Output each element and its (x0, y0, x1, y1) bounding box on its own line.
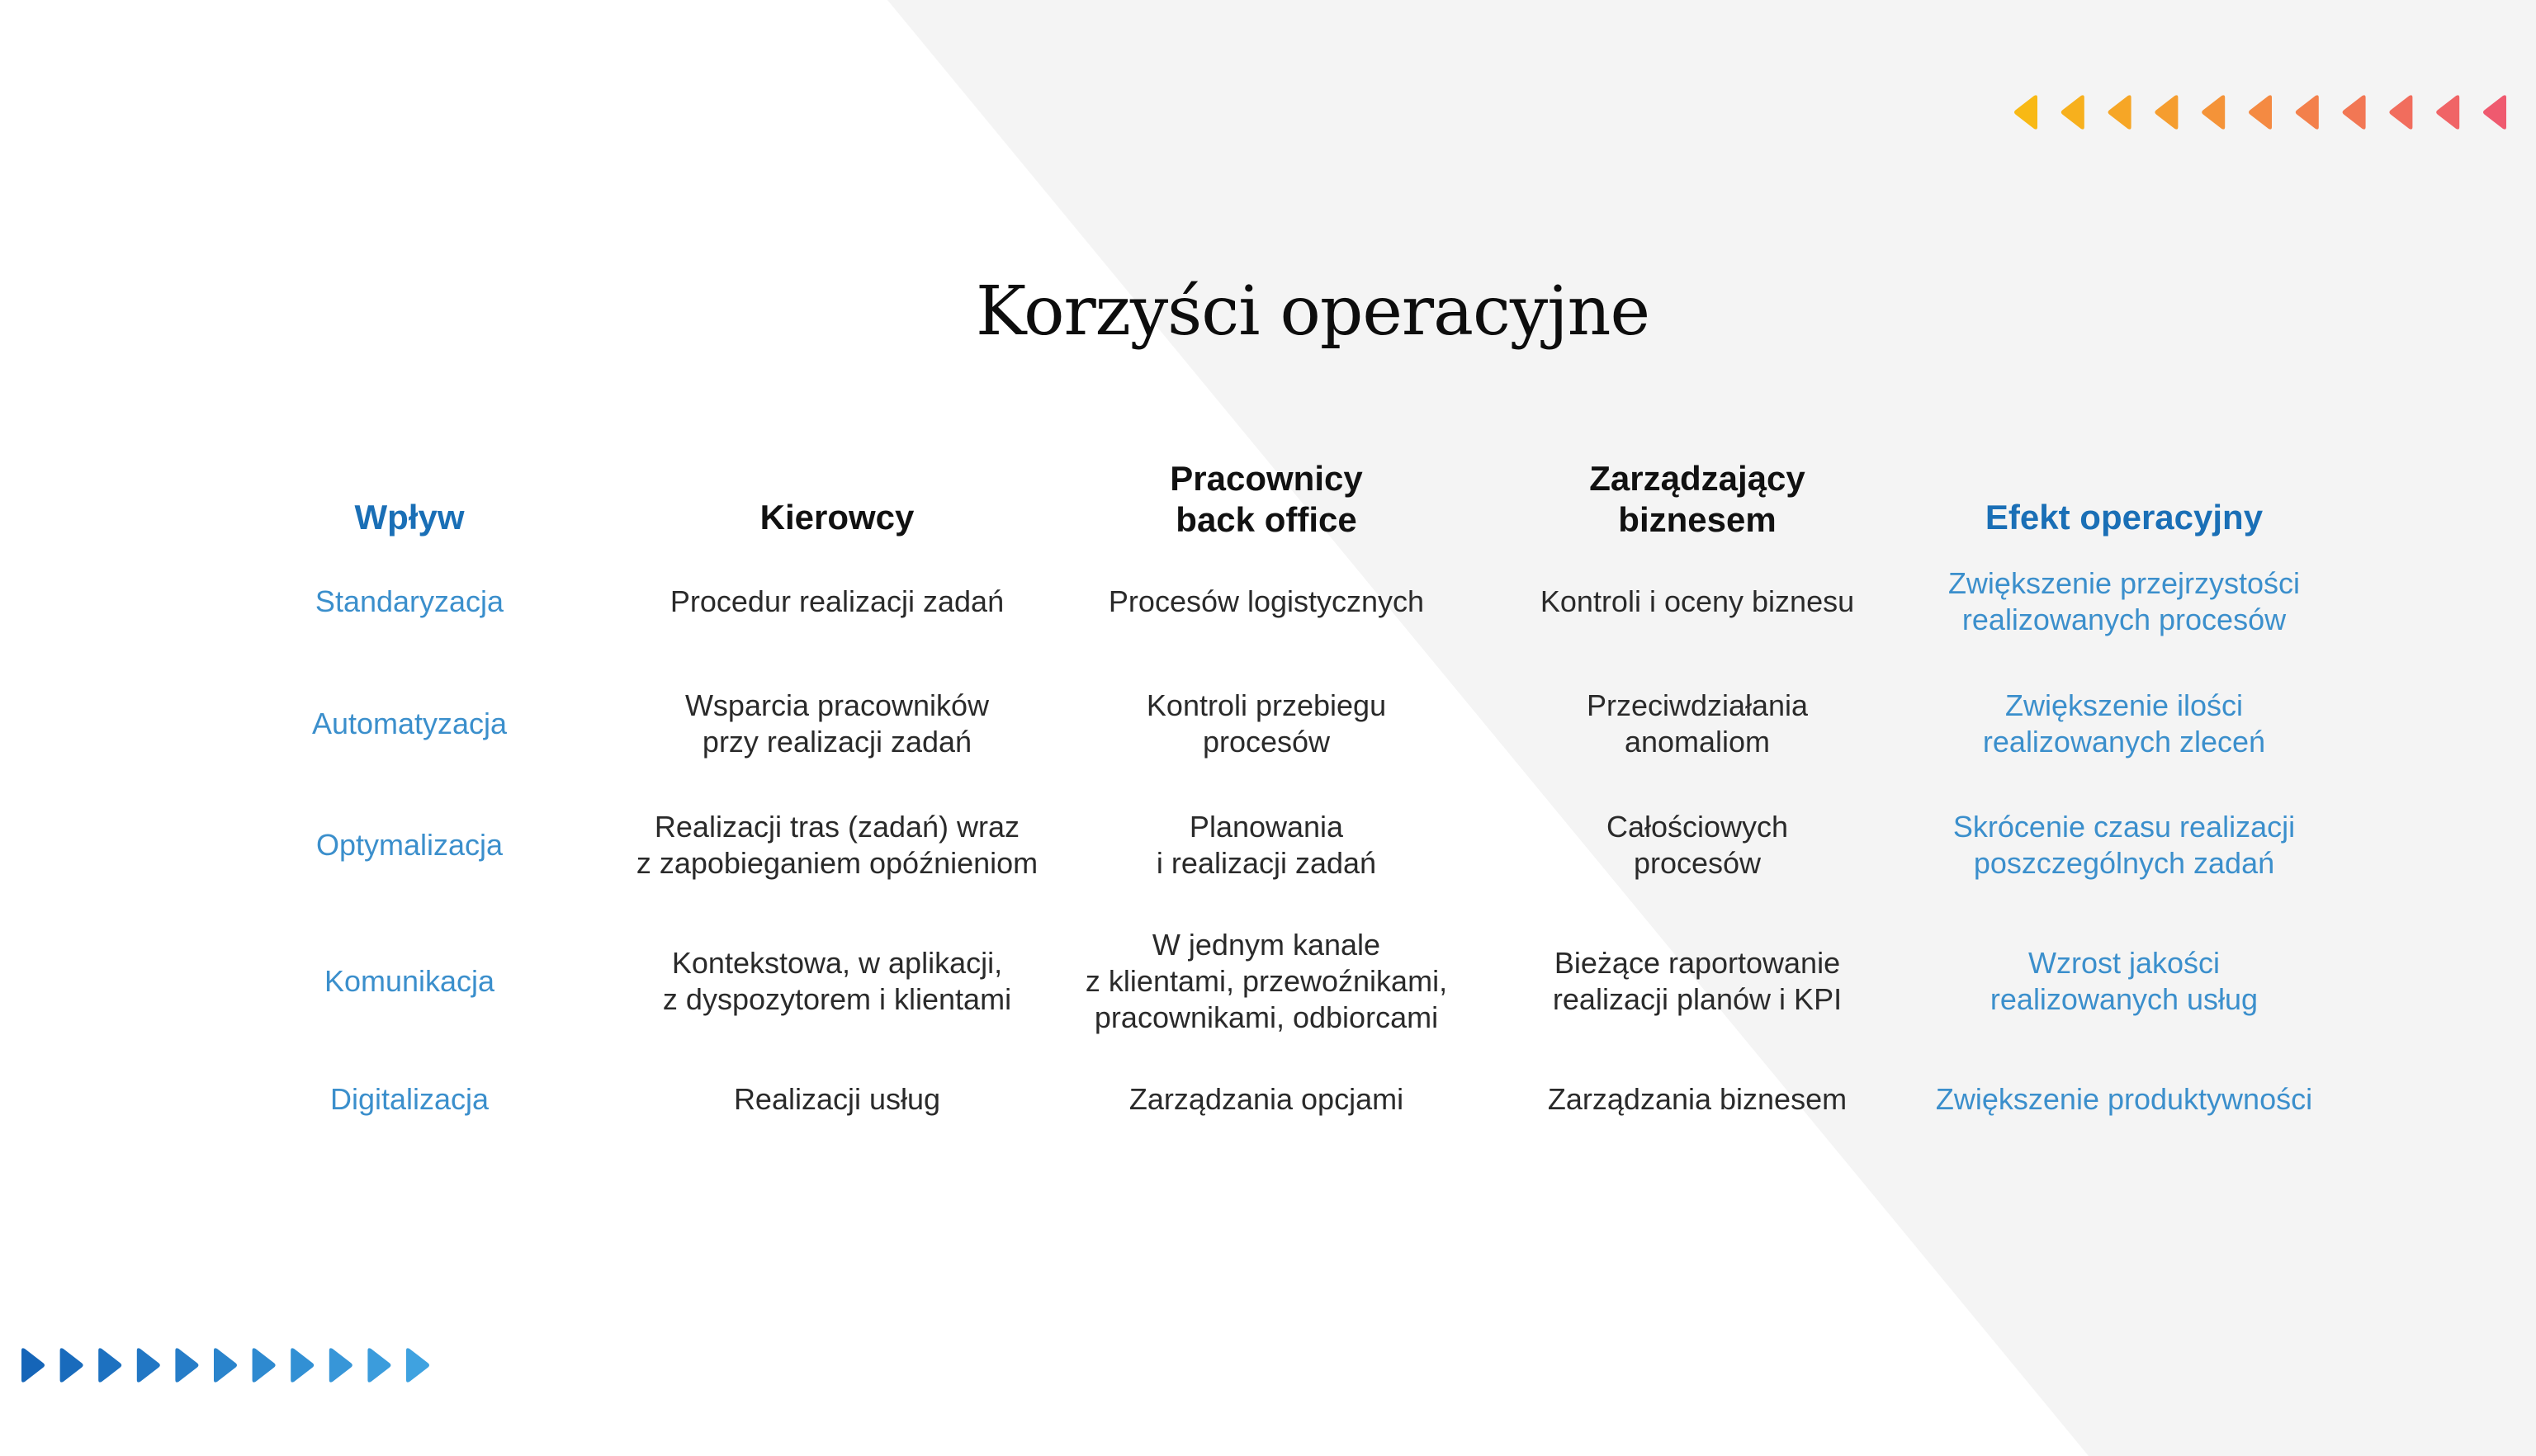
column-header-0: Wpływ (354, 498, 465, 537)
triangle-left-icon (2249, 95, 2272, 129)
triangle-right-icon (175, 1348, 198, 1382)
triangle-left-icon (2436, 95, 2459, 129)
table-cell-r2-c2: Planowania i realizacji zadań (1156, 810, 1377, 880)
table-cell-r0-c2: Procesów logistycznych (1108, 584, 1425, 618)
column-header-4: Efekt operacyjny (1985, 498, 2264, 537)
triangle-right-icon (60, 1348, 83, 1382)
table-cell-r4-c1: Realizacji usług (733, 1082, 941, 1116)
table-cell-r3-c3: Bieżące raportowanie realizacji planów i KPI (1552, 946, 1843, 1016)
triangle-right-icon (406, 1348, 429, 1382)
table-cell-r0-c3: Kontroli i oceny biznesu (1540, 584, 1855, 618)
triangle-right-icon (137, 1348, 160, 1382)
column-header-2: Pracownicy back office (1170, 459, 1363, 539)
triangle-right-icon (21, 1348, 45, 1382)
triangle-left-icon (2108, 95, 2131, 129)
triangle-left-icon (2343, 95, 2366, 129)
table-cell-r2-c3: Całościowych procesów (1606, 810, 1789, 880)
triangle-left-icon (2155, 95, 2178, 129)
triangle-right-icon (329, 1348, 352, 1382)
table-cell-r4-c3: Zarządzania biznesem (1547, 1082, 1848, 1116)
triangle-right-icon (253, 1348, 276, 1382)
table-cell-r1-c4: Zwiększenie ilości realizowanych zleceń (1982, 688, 2266, 759)
triangle-left-icon (2202, 95, 2225, 129)
row-label-0: Standaryzacja (315, 584, 504, 618)
table-cell-r0-c4: Zwiększenie przejrzystości realizowanych procesów (1947, 566, 2301, 636)
table-cell-r1-c2: Kontroli przebiegu procesów (1146, 688, 1387, 759)
column-header-3: Zarządzający biznesem (1589, 459, 1805, 539)
triangle-left-icon (2483, 95, 2506, 129)
triangle-right-icon (214, 1348, 237, 1382)
row-label-3: Komunikacja (324, 964, 495, 998)
row-label-2: Optymalizacja (315, 828, 504, 862)
table-cell-r3-c1: Kontekstowa, w aplikacji, z dyspozytorem i klientami (662, 946, 1012, 1016)
row-label-1: Automatyzacja (311, 707, 508, 740)
triangle-left-icon (2296, 95, 2319, 129)
column-header-1: Kierowcy (759, 498, 915, 537)
triangle-left-icon (2389, 95, 2412, 129)
row-label-4: Digitalizacja (329, 1082, 490, 1116)
table-cell-r2-c4: Skrócenie czasu realizacji poszczególnych zadań (1952, 810, 2296, 880)
table-cell-r1-c1: Wsparcia pracowników przy realizacji zadań (684, 688, 990, 759)
table-cell-r4-c2: Zarządzania opcjami (1128, 1082, 1404, 1116)
table-cell-r3-c4: Wzrost jakości realizowanych usług (1990, 946, 2259, 1016)
table-cell-r1-c3: Przeciwdziałania anomaliom (1586, 688, 1809, 759)
triangle-right-icon (291, 1348, 314, 1382)
top-arrows-decoration (2006, 92, 2518, 132)
page-title: Korzyści operacyjne (976, 272, 1649, 351)
table-cell-r3-c2: W jednym kanale z klientami, przewoźnikami, pracownikami, odbiorcami (1085, 928, 1448, 1034)
triangle-right-icon (98, 1348, 121, 1382)
triangle-left-icon (2061, 95, 2084, 129)
table-cell-r0-c1: Procedur realizacji zadań (669, 584, 1005, 618)
triangle-right-icon (367, 1348, 390, 1382)
bottom-arrows-decoration (18, 1345, 447, 1385)
triangle-left-icon (2014, 95, 2037, 129)
table-cell-r4-c4: Zwiększenie produktywności (1935, 1082, 2313, 1116)
table-cell-r2-c1: Realizacji tras (zadań) wraz z zapobieganiem opóźnieniom (636, 810, 1039, 880)
